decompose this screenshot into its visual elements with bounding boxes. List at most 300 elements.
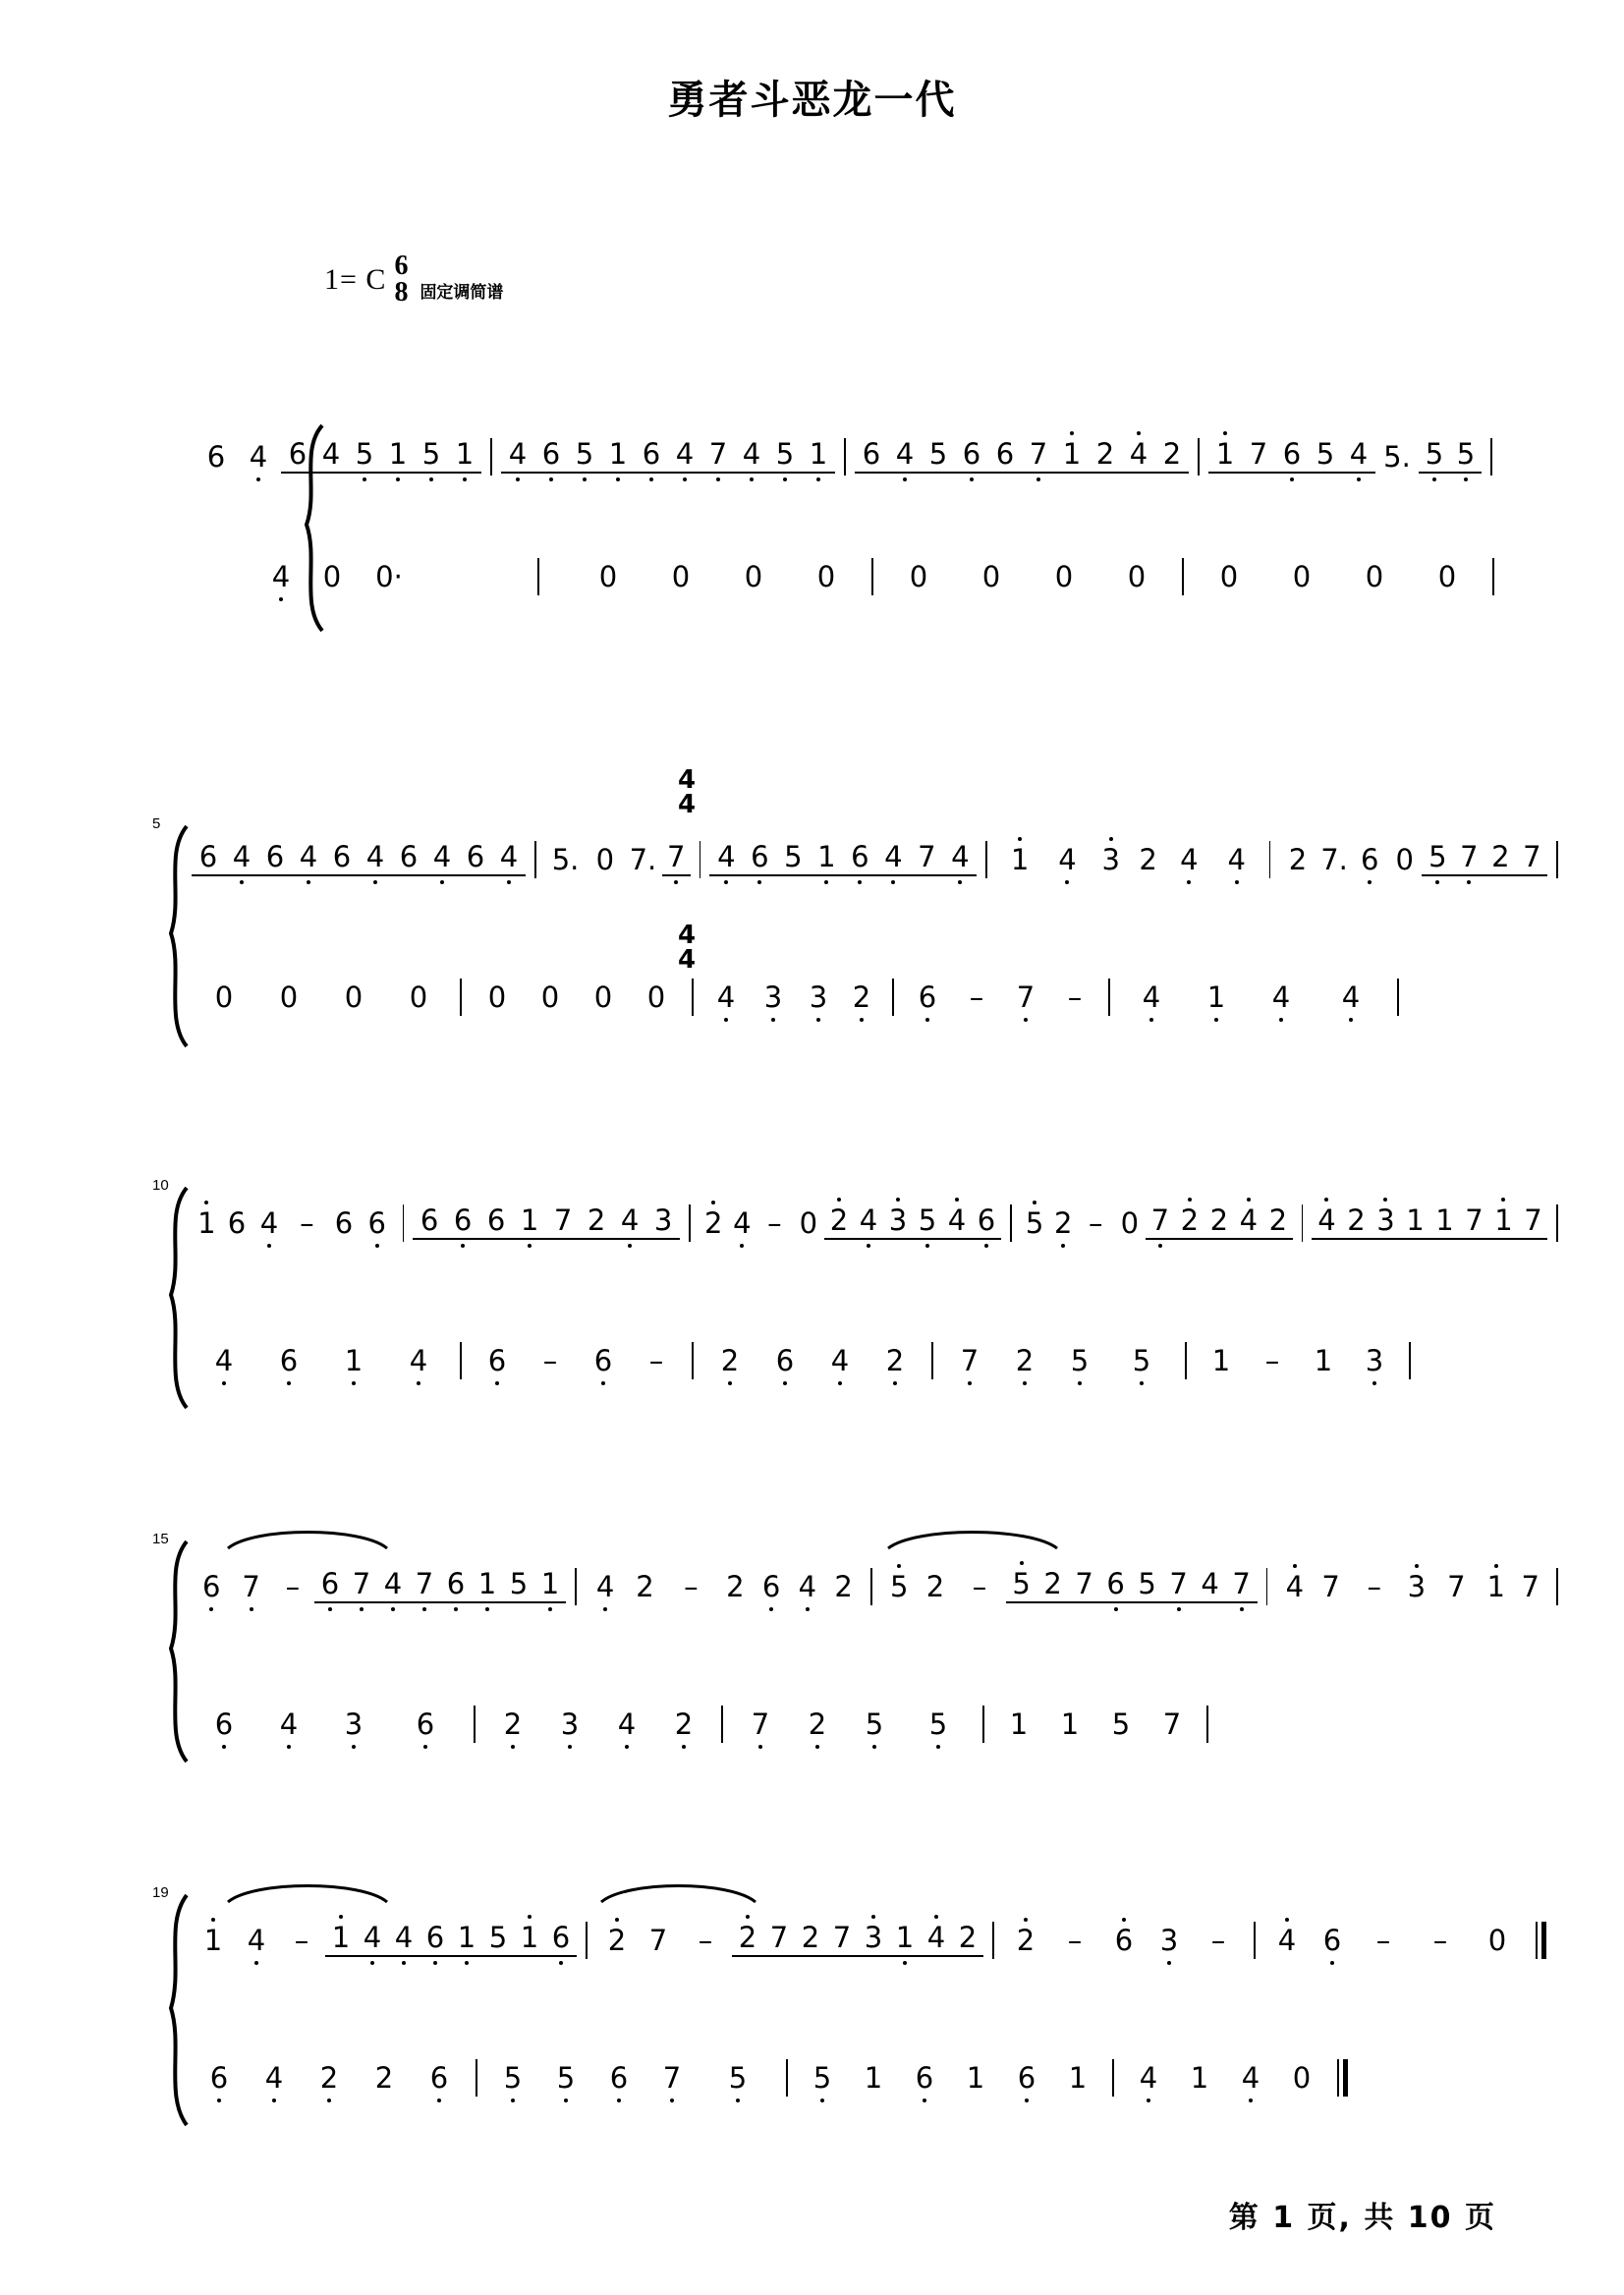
note: 6 [479,1206,513,1240]
note: 5 [903,1710,974,1739]
note: 2 [789,1710,846,1739]
barline [985,841,987,878]
barline [721,1706,723,1743]
barline [474,1706,476,1743]
barline [1108,979,1110,1016]
beamed-group [1312,1203,1547,1240]
system-4-bass-row [192,1690,1567,1759]
note: 6 [972,1206,1001,1240]
note: 6 [192,1710,256,1739]
note: 7 [1001,983,1050,1012]
note: 6 [757,1347,812,1375]
beamed-group [709,840,977,876]
note: 1 [810,843,843,876]
note: 6 [446,1206,479,1240]
note: 5 [797,2064,848,2093]
barline [460,1342,462,1379]
note: 6 [471,1347,524,1375]
note: 7 [942,1347,997,1375]
slur-arc [224,1878,391,1906]
note: 6 [1100,1570,1132,1603]
note: 0 [593,980,613,1014]
barline [575,1568,577,1605]
note: 1 [513,1206,546,1240]
note: 1 [1314,1343,1333,1377]
note: 2 [636,1569,654,1603]
note: 7 [1226,1570,1258,1603]
barline [537,558,539,595]
system-4 [0,1503,1624,1759]
note: 1 [472,1570,503,1603]
note: 5 [1107,1347,1176,1375]
note: 7 [1146,1206,1175,1240]
note: 6 [258,843,292,876]
note: 7 [1163,1570,1195,1603]
note: 1 [601,440,635,474]
note: – [542,1343,558,1377]
note: 1 [1190,2060,1209,2095]
system-brace [147,1892,196,2128]
note: 4 [709,843,743,876]
note: 7 [1321,1569,1340,1603]
note: 0 [487,980,507,1014]
system-brace [147,823,196,1049]
barline [1185,1342,1187,1379]
note: 0 [1487,1923,1507,1957]
note: 6 [440,1570,472,1603]
note: 6 [754,1573,790,1601]
barline [692,1342,694,1379]
note: 4 [1195,1570,1226,1603]
note: 7 [662,843,691,876]
note: 1 [381,440,415,474]
note: 7 [346,1570,377,1603]
barline [1182,558,1184,595]
note: 0 [598,559,618,593]
note: 2 [726,1569,745,1603]
barline [1198,438,1200,476]
note: – [1210,1923,1226,1957]
time-signature-change: 4 4 [678,921,697,975]
tuning-note: 固定调简谱 [420,283,504,304]
note: 6 [955,440,988,474]
beamed-group [1208,437,1375,474]
note: 1 [1488,1206,1518,1240]
barline [1492,558,1494,595]
note: – [1067,1923,1083,1957]
barline [1269,841,1271,878]
note: 4 [668,440,701,474]
system-5-treble-row [192,1906,1567,1975]
note: 0 [1365,559,1384,593]
note: 2 [824,1206,854,1240]
beamed-group [824,1203,1001,1240]
note: 2 [1204,1206,1234,1240]
measure-number: 15 [152,1531,169,1547]
beamed-group [1419,437,1482,474]
note: 4 [1122,440,1155,474]
note: 2 [1037,1570,1069,1603]
note: 4 [598,1710,655,1739]
note: 7 [1069,1570,1100,1603]
note: 2 [1341,1206,1371,1240]
note: 5 [539,2064,592,2093]
note: – [648,1343,664,1377]
note: 1 [1068,2060,1088,2095]
slur-arc [884,1525,1061,1552]
barline [1490,438,1492,476]
system-2-bass-row [192,963,1567,1032]
barline [1302,1204,1304,1242]
note: 5 [776,843,810,876]
barline [1266,1568,1268,1605]
time-signature-bottom: 8 [394,276,409,308]
note: 7 [546,1206,580,1240]
note: 6 [325,843,359,876]
note: 4 [702,983,750,1012]
note: 4 [255,563,307,591]
note: 4 [1123,2064,1174,2093]
beamed-group [1146,1203,1293,1240]
note: 4 [235,1927,278,1955]
note: 6 [843,843,876,876]
beamed-group [314,1567,566,1603]
note: 2 [700,1209,728,1238]
beamed-group [732,1921,983,1957]
note: 7 [231,1573,270,1601]
note: 4 [252,1209,286,1238]
note: 7 [1459,1206,1488,1240]
note: 6 [412,2064,467,2093]
note: 2 [1484,843,1516,876]
note: 6 [459,843,492,876]
note: 4 [1342,440,1375,474]
barline [1556,1568,1558,1605]
note: – [767,1205,782,1240]
note: – [300,1205,314,1240]
note: 6 [1275,440,1309,474]
note: 2 [997,1347,1052,1375]
note: 2 [655,1710,712,1739]
note: 7 [1447,1569,1466,1603]
note: 6 [227,1205,247,1240]
note: 1 [192,1927,235,1955]
note: 0 [344,980,364,1014]
note: 6 [545,1924,577,1957]
note: 1 [325,1924,357,1957]
measure-number: 19 [152,1884,169,1901]
barline [1112,2059,1114,2097]
note: 6 [577,1347,630,1375]
system-2-treble-row [192,825,1567,894]
note: 4 [1312,1206,1341,1240]
note: 4 [1225,2064,1276,2093]
note: 4 [586,1573,625,1601]
note: 0 [279,980,299,1014]
barline [700,841,701,878]
barline [931,1342,933,1379]
note: 1 [1400,1206,1429,1240]
note: 3 [1349,1347,1400,1375]
measure-number: 10 [152,1177,169,1194]
note: 1 [889,1924,921,1957]
note: 7. [629,842,657,876]
note: 4 [501,440,534,474]
note: 5 [1052,1347,1107,1375]
note: 2 [1288,842,1308,876]
note: 2 [925,1569,945,1603]
key-label: 1= C [324,262,387,296]
note: 1 [802,440,835,474]
slur-arc [597,1878,759,1906]
note: 6 [899,2064,950,2093]
note: 3 [1092,846,1131,874]
note: 6 [206,439,226,474]
system-3-treble-row [192,1189,1567,1258]
note: 5 [503,1570,534,1603]
note: 7 [826,1924,858,1957]
beamed-group [192,840,526,876]
note: 4 [735,440,768,474]
note: 0 [816,559,836,593]
note: 3 [858,1924,889,1957]
note: 4 [1213,846,1260,874]
note: 0 [1127,559,1147,593]
note: 4 [888,440,922,474]
beamed-group [855,437,1189,474]
note: – [1375,1923,1391,1957]
note: 3 [750,983,797,1012]
barline [476,2059,477,2097]
system-1-treble-row [196,422,1572,491]
note: 3 [1147,1927,1192,1955]
barline [1556,1204,1558,1242]
barline [1254,1922,1256,1959]
note: 4 [314,440,348,474]
system-5-bass-row [192,2043,1567,2112]
note: 5 [1450,440,1482,474]
note: 1 [1009,1707,1029,1741]
note: 4 [1165,846,1212,874]
note: 2 [1263,1206,1293,1240]
note: 5 [1006,1570,1037,1603]
note: 3 [646,1206,680,1240]
note: 1 [996,846,1043,874]
page-footer: 第 1 页, 共 10 页 [1228,2201,1496,2235]
note: 7 [732,1710,789,1739]
note: 0 [981,559,1001,593]
note: 7 [701,440,735,474]
final-barline [1536,1922,1546,1959]
note: 3 [541,1710,598,1739]
note: 0 [799,1205,818,1240]
note: 6 [1310,1927,1355,1955]
note: – [1432,1923,1448,1957]
note: 4 [236,443,281,472]
note: 2 [1175,1206,1204,1240]
note: 2 [1049,1209,1078,1238]
beamed-group [413,1203,680,1240]
note: 6 [635,440,668,474]
note: 6 [334,1205,354,1240]
barline [460,979,462,1016]
note: – [294,1923,309,1957]
time-signature-top: 6 [394,251,409,281]
note: – [1367,1569,1381,1603]
note: 2 [580,1206,613,1240]
note: 4 [247,2064,302,2093]
note: 7 [1518,1206,1547,1240]
note: 0 [671,559,691,593]
note: 1 [1060,1707,1080,1741]
barline [892,979,894,1016]
barline [490,438,492,476]
slur-arc [224,1525,391,1552]
note: 2 [868,1347,923,1375]
note: – [969,980,984,1014]
note: 0 [1120,1205,1140,1240]
note: 5 [922,440,955,474]
note: 5 [1422,843,1453,876]
note: 5 [881,1573,918,1601]
key-signature-block [324,253,503,306]
note: 6 [1101,1927,1147,1955]
note: 2 [1155,440,1189,474]
note: 6 [256,1347,321,1375]
note: – [698,1923,713,1957]
note: 5 [699,2064,777,2093]
note: 4 [790,1573,826,1601]
note: 2 [795,1924,826,1957]
note: 4 [1119,983,1184,1012]
note: 6 [903,983,952,1012]
note: 0 [595,842,615,876]
note: 3 [1371,1206,1400,1240]
system-brace [147,1185,196,1411]
note: 5 [913,1206,942,1240]
note: 4 [943,843,977,876]
note: 1 [1429,1206,1459,1240]
note: 7 [910,843,943,876]
barline [786,2059,788,2097]
note: 5 [482,1924,514,1957]
note: 6 [192,1573,231,1601]
note: 4 [1249,983,1314,1012]
note: 5 [1021,1209,1049,1238]
note: 4 [876,843,910,876]
note: 4 [386,1347,451,1375]
note: 1 [514,1924,545,1957]
note: 2 [702,1347,757,1375]
note: 4 [225,843,258,876]
note: – [972,1569,987,1603]
note: 4 [359,843,392,876]
barline [1397,979,1399,1016]
note: 4 [812,1347,868,1375]
note: 1 [864,2060,883,2095]
measure-number: 5 [152,815,161,832]
note: 2 [1139,842,1157,876]
note: 6 [592,2064,645,2093]
note: 4 [1264,1927,1310,1955]
note: 6 [314,1570,346,1603]
page-title: 勇者斗恶龙一代 [667,78,957,123]
note: 6 [192,2064,247,2093]
note: 7. [1320,842,1348,876]
note: 5 [1419,440,1450,474]
time-signature [394,253,408,306]
note: 1 [1208,440,1242,474]
note: 3 [883,1206,913,1240]
note: 4 [728,1209,756,1238]
beamed-group [325,1921,577,1957]
barline [692,979,694,1016]
system-5 [0,1857,1624,2132]
note: 1 [192,1209,222,1238]
note: 2 [952,1924,983,1957]
barline [534,841,536,878]
note: – [1067,980,1083,1014]
note: 7 [1022,440,1055,474]
note: 6 [420,1924,451,1957]
note: 0 [1292,559,1312,593]
note: 5 [846,1710,903,1739]
note: 5 [348,440,381,474]
note: 6 [281,440,314,474]
note: 4 [1043,846,1091,874]
note: 1 [451,1924,482,1957]
note: 6 [1353,846,1387,874]
note: 5. [1383,439,1411,474]
note: 4 [613,1206,646,1240]
note: 7 [409,1570,440,1603]
note: 7 [1516,843,1547,876]
note: 5 [568,440,601,474]
note: 0 [909,559,928,593]
note: 1 [1211,1343,1231,1377]
note: 1 [448,440,481,474]
barline [1010,1204,1012,1242]
note: 0· [375,559,403,593]
note: 7 [763,1924,795,1957]
barline [586,1922,588,1959]
note: 4 [492,843,526,876]
note: 1 [321,1347,386,1375]
note: 2 [302,2064,357,2093]
note: 6 [386,1710,465,1739]
note: 5. [551,842,580,876]
note: 4 [1276,1573,1313,1601]
system-brace [147,1539,196,1764]
note: 0 [540,980,560,1014]
note: 5 [768,440,802,474]
barline [403,1204,405,1242]
note: 6 [743,843,776,876]
note: 4 [388,1924,420,1957]
barline [689,1204,691,1242]
note: 7 [1242,440,1275,474]
note: 0 [1292,2060,1312,2095]
note: 6 [988,440,1022,474]
note: 7 [648,1923,668,1957]
note: 0 [214,980,234,1014]
note: 4 [377,1570,409,1603]
barline [1409,1342,1411,1379]
note: 5 [1132,1570,1163,1603]
note: 6 [1001,2064,1052,2093]
note: 4 [1314,983,1388,1012]
note: 4 [1234,1206,1263,1240]
